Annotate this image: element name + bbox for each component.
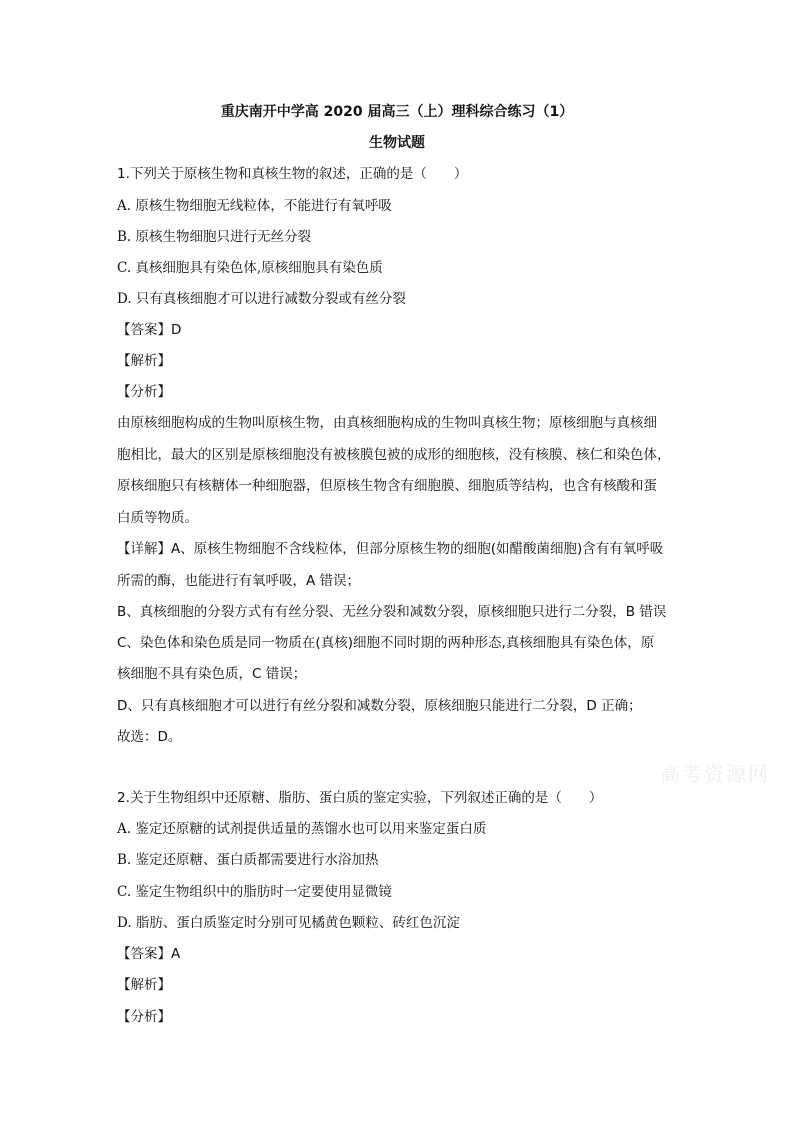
q1-answer: 【答案】D bbox=[117, 322, 182, 338]
q1-option-c: C. 真核细胞具有染色体,原核细胞具有染色质 bbox=[117, 260, 383, 276]
q1-detail-line: 【详解】A、原核生物细胞不含线粒体，但部分原核生物的细胞(如醋酸菌细胞)含有有氧呼吸 bbox=[117, 541, 664, 557]
q1-detail-line: 核细胞不具有染色质，C 错误； bbox=[117, 666, 307, 682]
q1-detail-line: D、只有真核细胞才可以进行有丝分裂和减数分裂，原核细胞只能进行二分裂，D 正确； bbox=[117, 698, 642, 714]
q2-fenxi-label: 【分析】 bbox=[117, 1009, 171, 1025]
q2-option-d: D. 脂肪、蛋白质鉴定时分别可见橘黄色颗粒、砖红色沉淀 bbox=[117, 915, 460, 931]
q1-option-b: B. 原核生物细胞只进行无丝分裂 bbox=[117, 229, 312, 245]
q1-analysis-label: 【解析】 bbox=[117, 353, 171, 369]
q1-analysis-line: 胞相比，最大的区别是原核细胞没有被核膜包被的成形的细胞核，没有核膜、核仁和染色体， bbox=[117, 447, 671, 463]
q2-option-c: C. 鉴定生物组织中的脂肪时一定要使用显微镜 bbox=[117, 884, 392, 900]
q1-analysis-line: 白质等物质。 bbox=[117, 510, 198, 526]
watermark: 高考资源网 bbox=[660, 762, 770, 786]
document-title: 重庆南开中学高 2020 届高三（上）理科综合练习（1） bbox=[220, 104, 574, 120]
document-subtitle: 生物试题 bbox=[369, 135, 425, 151]
q2-answer: 【答案】A bbox=[117, 946, 181, 962]
q1-detail-line: 故选：D。 bbox=[117, 729, 182, 745]
q1-analysis-line: 由原核细胞构成的生物叫原核生物，由真核细胞构成的生物叫真核生物；原核细胞与真核细 bbox=[117, 415, 657, 431]
q1-analysis-line: 原核细胞只有核糖体一种细胞器，但原核生物含有细胞膜、细胞质等结构，也含有核酸和蛋 bbox=[117, 478, 657, 494]
q2-stem: 2.关于生物组织中还原糖、脂肪、蛋白质的鉴定实验，下列叙述正确的是（ ） bbox=[117, 790, 603, 806]
q1-detail-line: 所需的酶，也能进行有氧呼吸，A 错误； bbox=[117, 573, 361, 589]
q1-stem: 1.下列关于原核生物和真核生物的叙述，正确的是（ ） bbox=[117, 166, 468, 182]
q2-option-a: A. 鉴定还原糖的试剂提供适量的蒸馏水也可以用来鉴定蛋白质 bbox=[117, 821, 487, 837]
q1-option-a: A. 原核生物细胞无线粒体，不能进行有氧呼吸 bbox=[117, 198, 392, 214]
q1-fenxi-label: 【分析】 bbox=[117, 384, 171, 400]
q1-detail-line: C、染色体和染色质是同一物质在(真核)细胞不同时期的两种形态,真核细胞具有染色体，原 bbox=[117, 635, 655, 651]
q1-detail-line: B、真核细胞的分裂方式有有丝分裂、无丝分裂和减数分裂，原核细胞只进行二分裂，B 错误 bbox=[117, 604, 667, 620]
q2-option-b: B. 鉴定还原糖、蛋白质都需要进行水浴加热 bbox=[117, 852, 379, 868]
q1-option-d: D. 只有真核细胞才可以进行减数分裂或有丝分裂 bbox=[117, 291, 406, 307]
q2-analysis-label: 【解析】 bbox=[117, 977, 171, 993]
